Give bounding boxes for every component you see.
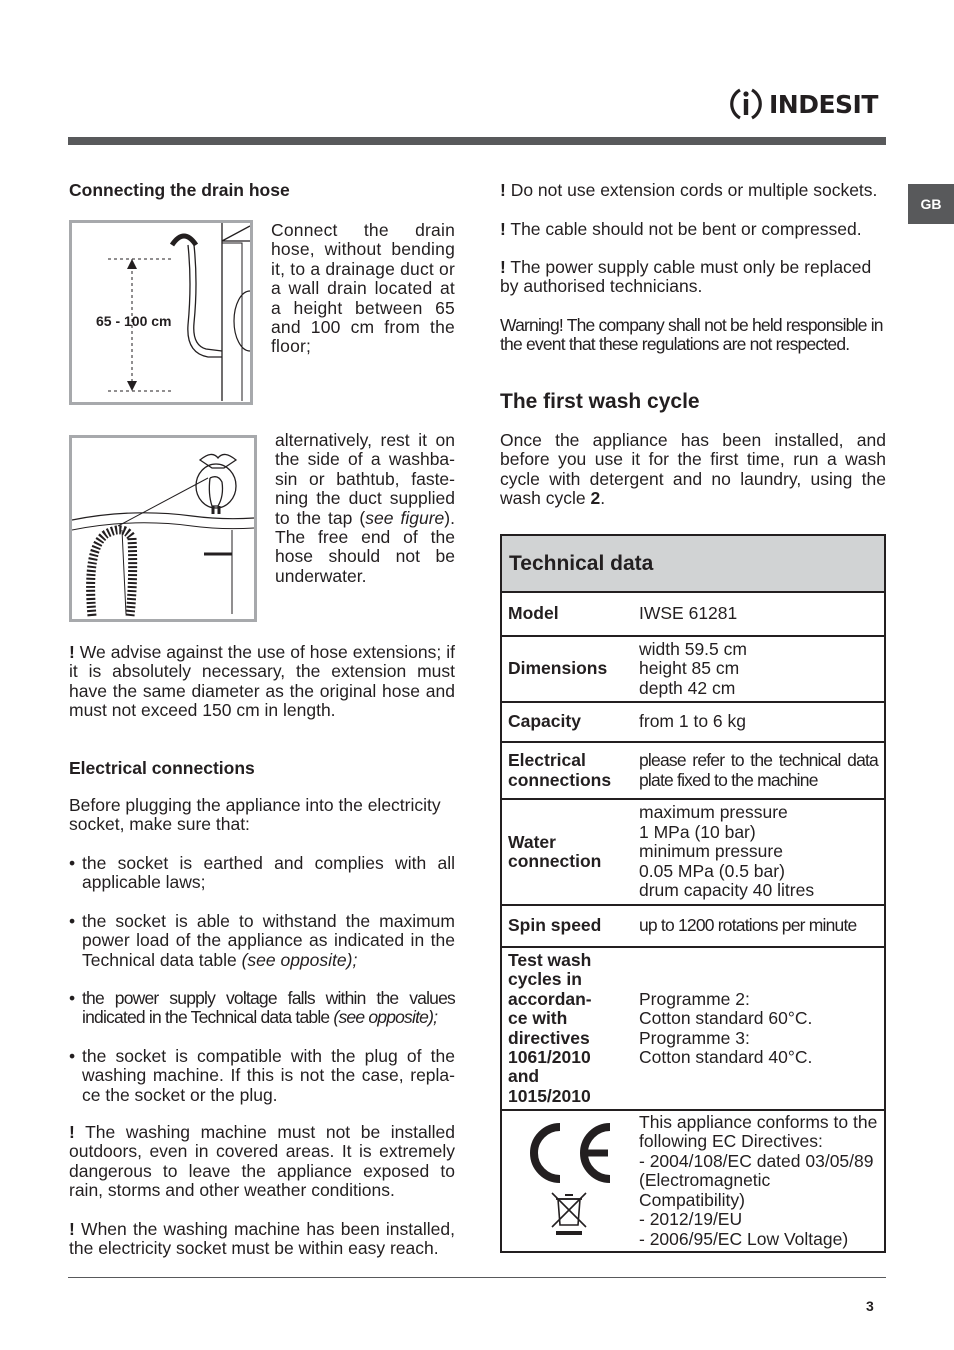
electrical-value: please refer to the technical data plate fixed to the machine bbox=[633, 742, 885, 799]
note-cable-bent-text: The cable should not be bent or compressed. bbox=[505, 219, 862, 239]
test-label-line: 1015/2010 bbox=[508, 1085, 591, 1106]
hose-extension-text: We advise against the use of hose extensions; if it is absolutely necessary, the extension must have the same diameter as the original hose and must not exceed 150 cm in length. bbox=[69, 642, 455, 721]
table-row bbox=[501, 1110, 885, 1252]
water-value-line: maximum pressure bbox=[639, 802, 788, 823]
electrical-connections-heading: Electrical connections bbox=[69, 758, 255, 778]
spin-speed-label: Spin speed bbox=[501, 905, 633, 947]
washbasin-hose-illustration bbox=[72, 438, 254, 619]
dimension-width: width 59.5 cm bbox=[639, 638, 747, 659]
test-value-line: Programme 2: bbox=[639, 988, 750, 1009]
bullet-plug: • the socket is compatible with the plug of the washing machine. If this is not the case, repla-ce the socket or the plug. bbox=[69, 1047, 455, 1105]
electrical-label bbox=[501, 742, 633, 799]
electrical-label-line: Electrical bbox=[508, 750, 586, 771]
test-value-line: Cotton standard 60°C. bbox=[639, 1008, 813, 1029]
washbasin-hose-figure bbox=[69, 435, 257, 622]
ec-directives-line: This appliance conforms to the following EC Directives: bbox=[639, 1112, 878, 1152]
hose-extension-warning bbox=[69, 643, 455, 721]
bullet-power-load bbox=[69, 912, 455, 970]
water-connection-value bbox=[633, 799, 885, 905]
ec-directives-line: - 2012/19/EU bbox=[639, 1209, 743, 1230]
water-value-line: 1 MPa (10 bar) bbox=[639, 821, 756, 842]
note-cable-bent bbox=[500, 220, 886, 239]
bullet-voltage-em: (see opposite); bbox=[333, 1007, 438, 1028]
test-value-line: Programme 3: bbox=[639, 1027, 750, 1048]
table-row bbox=[501, 702, 885, 742]
dimension-height: height 85 cm bbox=[639, 658, 740, 679]
table-row bbox=[501, 905, 885, 947]
test-label-line: Test wash bbox=[508, 949, 592, 970]
drain-text-2b: ). The free end of the hose should not be underwater. bbox=[275, 507, 455, 586]
footer-rule bbox=[68, 1277, 886, 1278]
socket-reach-text: When the washing machine has been installed, the electricity socket must be within easy reach. bbox=[69, 1219, 455, 1259]
water-connection-label bbox=[501, 799, 633, 905]
model-value: IWSE 61281 bbox=[633, 592, 885, 636]
test-label-line: and bbox=[508, 1066, 540, 1087]
indesit-logo-icon bbox=[726, 84, 766, 124]
dimensions-value bbox=[633, 636, 885, 702]
table-row bbox=[501, 636, 885, 702]
responsibility-warning: Warning! The company shall not be held responsible in the event that these regulations are not respected. bbox=[500, 315, 883, 355]
test-label-line: accordan- bbox=[508, 988, 592, 1009]
outdoor-warning bbox=[69, 1123, 455, 1201]
wash-cycle-number: 2 bbox=[590, 488, 601, 509]
dimensions-label: Dimensions bbox=[501, 636, 633, 702]
drain-height-label: 65 - 100 cm bbox=[96, 313, 172, 329]
drain-hose-text-1: Connect the drain hose, without bending it, to a drainage duct or a wall drain located at a height between 65 and 100 cm from the floor; bbox=[271, 220, 455, 357]
test-wash-value bbox=[633, 947, 885, 1110]
page-number: 3 bbox=[866, 1298, 874, 1314]
electrical-intro: Before plugging the appliance into the electricity socket, make sure that: bbox=[69, 795, 441, 835]
test-label-line: cycles in bbox=[508, 969, 582, 990]
certification-marks bbox=[501, 1110, 633, 1252]
water-value-line: minimum pressure bbox=[639, 841, 783, 862]
test-label-line: directives bbox=[508, 1027, 590, 1048]
capacity-value: from 1 to 6 kg bbox=[633, 702, 885, 742]
drain-text-2a: alternatively, rest it on the side of a washba-sin or bathtub, faste-ning the duct supplied to the tap ( bbox=[275, 430, 455, 528]
technical-data-table bbox=[500, 534, 886, 1253]
drain-hose-text-2 bbox=[275, 431, 455, 586]
table-row bbox=[501, 947, 885, 1110]
warning-mark: ! bbox=[500, 257, 506, 277]
dimension-depth: depth 42 cm bbox=[639, 677, 736, 698]
language-tab: GB bbox=[908, 184, 954, 224]
first-wash-text-b: . bbox=[600, 488, 606, 509]
weee-bin-icon bbox=[552, 1193, 586, 1235]
capacity-label: Capacity bbox=[501, 702, 633, 742]
drain-hose-heading: Connecting the drain hose bbox=[69, 180, 290, 200]
test-label-line: ce with bbox=[508, 1008, 568, 1029]
model-label: Model bbox=[501, 592, 633, 636]
ec-directives-line: - 2006/95/EC Low Voltage) bbox=[639, 1228, 849, 1249]
table-row bbox=[501, 799, 885, 905]
table-row bbox=[501, 742, 885, 799]
first-wash-heading: The first wash cycle bbox=[500, 390, 700, 413]
warning-mark: ! bbox=[500, 219, 506, 239]
test-wash-label bbox=[501, 947, 633, 1110]
water-value-line: drum capacity 40 litres bbox=[639, 880, 815, 901]
first-wash-text-a: Once the appliance has been installed, and before you use it for the first time, run a wash cycle with detergent and no laundry, using the wash cycle bbox=[500, 430, 886, 509]
brand-name: INDESIT bbox=[769, 89, 878, 119]
ec-directives-line: - 2004/108/EC dated 03/05/89 (Electromagnetic Compatibility) bbox=[639, 1150, 874, 1210]
warning-mark: ! bbox=[69, 1219, 75, 1239]
ec-directives-value bbox=[633, 1110, 885, 1252]
spin-speed-value: up to 1200 rotations per minute bbox=[633, 905, 885, 947]
bullet-power-load-em: (see opposite); bbox=[241, 949, 358, 970]
bullet-earthed: • the socket is earthed and complies with all applicable laws; bbox=[69, 854, 455, 893]
drain-height-figure bbox=[69, 220, 253, 405]
water-label-line: Water bbox=[508, 831, 556, 852]
socket-reach-warning bbox=[69, 1220, 455, 1259]
electrical-label-line: connections bbox=[508, 769, 612, 790]
ce-mark-icon bbox=[520, 1117, 616, 1241]
note-extension-cords bbox=[500, 181, 886, 200]
first-wash-text bbox=[500, 431, 886, 509]
warning-mark: ! bbox=[69, 1122, 75, 1142]
note-extension-cords-text: Do not use extension cords or multiple sockets. bbox=[505, 180, 878, 200]
indesit-logo bbox=[726, 84, 878, 124]
water-label-line: connection bbox=[508, 851, 602, 871]
outdoor-warning-text: The washing machine must not be installed outdoors, even in covered areas. It is extremely dangerous to leave the appliance exposed to rain, storms and other weather conditions. bbox=[69, 1122, 455, 1201]
warning-mark: ! bbox=[500, 180, 506, 200]
test-label-line: 1061/2010 bbox=[508, 1046, 591, 1067]
header-bar bbox=[68, 137, 886, 145]
bullet-voltage bbox=[69, 989, 455, 1028]
test-value-line: Cotton standard 40°C. bbox=[639, 1046, 813, 1067]
table-row bbox=[501, 592, 885, 636]
technical-data-title: Technical data bbox=[501, 535, 885, 592]
warning-mark: ! bbox=[69, 642, 75, 662]
table-header-row bbox=[501, 535, 885, 592]
drain-text-2-em: see figure bbox=[365, 507, 445, 528]
bullet-voltage-text: the power supply voltage falls within the values indicated in the Technical data table bbox=[82, 988, 455, 1028]
water-value-line: 0.05 MPa (0.5 bar) bbox=[639, 860, 785, 881]
note-cable-replace bbox=[500, 258, 886, 297]
note-cable-replace-text: The power supply cable must only be replaced by authorised technicians. bbox=[500, 257, 872, 297]
bullet-power-load-text: the socket is able to withstand the maximum power load of the appliance as indicated in the Technical data table bbox=[82, 911, 455, 970]
